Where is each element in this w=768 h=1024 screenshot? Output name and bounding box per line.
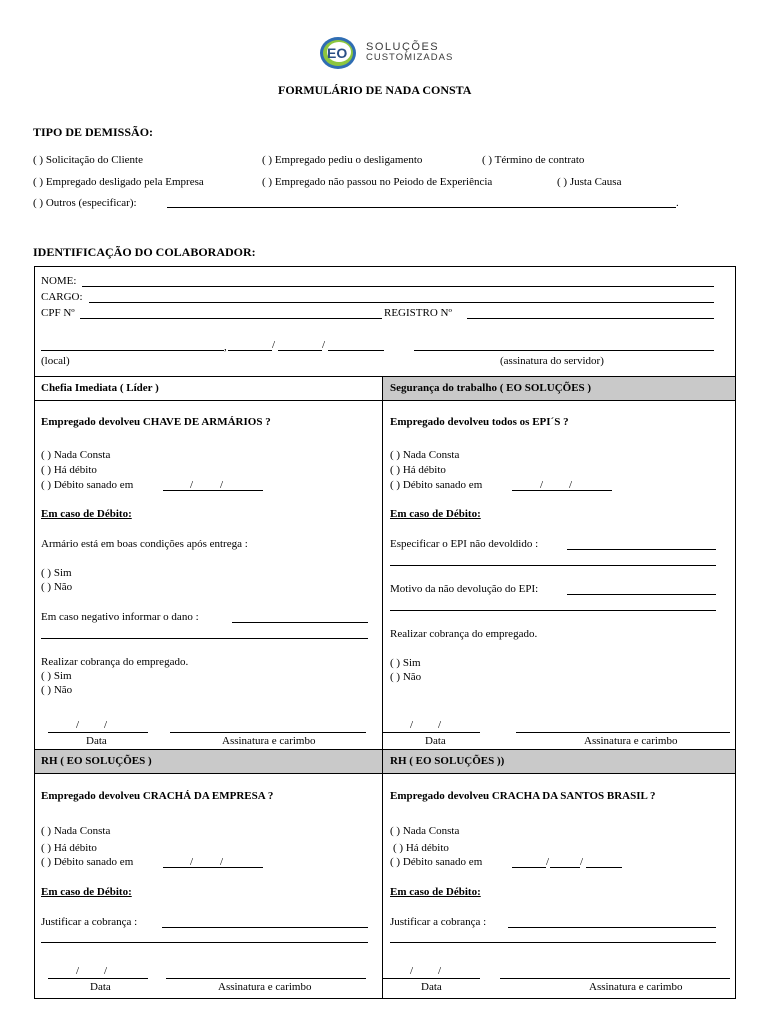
ident-heading: IDENTIFICAÇÃO DO COLABORADOR: [33,245,256,259]
cracha-empresa-debito-sanado[interactable]: ( ) Débito sanado em [41,856,134,868]
chave-sanado-slash-1: / [190,479,194,491]
chave-caso-debito: Em caso de Débito: [41,508,132,520]
rh-left-date-field[interactable] [48,978,148,979]
form-title: FORMULÁRIO DE NADA CONSTA [278,83,472,97]
chefia-header: Chefia Imediata ( Líder ) [41,382,159,394]
chave-cobranca-nao[interactable]: ( ) Não [41,684,73,696]
assinatura-servidor-field[interactable] [414,350,714,351]
cracha-santos-justificar-field-1[interactable] [508,927,716,928]
rh-right-assinatura-caption: Assinatura e carimbo [589,981,683,993]
rh-right-date-field[interactable] [383,978,480,979]
form-box-top [34,266,736,267]
seguranca-assinatura-caption: Assinatura e carimbo [584,735,678,747]
date-slash-2: / [322,339,326,351]
chave-cobranca-sim[interactable]: ( ) Sim [41,670,72,682]
cracha-empresa-slash-1: / [190,856,194,868]
section2-header-rule [34,773,736,774]
cracha-empresa-question: Empregado devolveu CRACHÁ DA EMPRESA ? [41,790,274,802]
cracha-santos-justificar-label: Justificar a cobrança : [390,916,487,928]
section1-header-rule [34,400,736,401]
epi-especificar-field-2[interactable] [390,565,716,566]
armario-sim[interactable]: ( ) Sim [41,567,72,579]
armario-dano-field-2[interactable] [41,638,368,639]
cracha-empresa-sanado-date-field[interactable] [163,867,263,868]
rh-left-date-slash-1: / [76,965,80,977]
epi-cobranca-sim[interactable]: ( ) Sim [390,657,421,669]
local-caption: (local) [41,355,70,367]
armario-nao[interactable]: ( ) Não [41,581,73,593]
seguranca-date-field[interactable] [383,732,480,733]
cracha-empresa-nada-consta[interactable]: ( ) Nada Consta [41,825,111,837]
cracha-santos-caso-debito: Em caso de Débito: [390,886,481,898]
date-day-field[interactable] [228,350,272,351]
tipo-option-desligado[interactable]: ( ) Empregado desligado pela Empresa [33,176,204,188]
date-year-field[interactable] [328,350,384,351]
logo-line2: CUSTOMIZADAS [366,52,454,63]
cracha-santos-sanado-month[interactable] [550,867,580,868]
epi-especificar-field-1[interactable] [567,549,716,550]
rh-right-date-slash-1: / [410,965,414,977]
cracha-empresa-ha-debito[interactable]: ( ) Há débito [41,842,97,854]
registro-label: REGISTRO Nº [384,307,452,319]
chave-nada-consta[interactable]: ( ) Nada Consta [41,449,111,461]
logo-mark: EO [327,45,348,61]
registro-field[interactable] [467,318,714,319]
chefia-date-field[interactable] [48,732,148,733]
company-logo [318,34,458,74]
date-slash-1: / [272,339,276,351]
chefia-assinatura-caption: Assinatura e carimbo [222,735,316,747]
seguranca-date-slash-1: / [410,719,414,731]
epi-cobranca-nao[interactable]: ( ) Não [390,671,422,683]
chefia-data-caption: Data [86,735,107,747]
tipo-heading: TIPO DE DEMISSÃO: [33,125,154,139]
rh-left-data-caption: Data [90,981,111,993]
tipo-option-termino[interactable]: ( ) Término de contrato [482,154,585,166]
epi-motivo-label: Motivo da não devolução do EPI: [390,583,539,595]
rh-left-assinatura-caption: Assinatura e carimbo [218,981,312,993]
rh-left-date-slash-2: / [104,965,108,977]
rh-right-date-slash-2: / [438,965,442,977]
epi-debito-sanado[interactable]: ( ) Débito sanado em [390,479,483,491]
cracha-santos-ha-debito[interactable]: ( ) Há débito [393,842,449,854]
outros-field[interactable] [167,207,676,208]
center-divider-2 [382,749,383,999]
chave-sanado-date-field[interactable] [163,490,263,491]
rh-header-left: RH ( EO SOLUÇÕES ) [41,755,152,767]
rh-right-data-caption: Data [421,981,442,993]
tipo-option-justa-causa[interactable]: ( ) Justa Causa [557,176,622,188]
epi-ha-debito[interactable]: ( ) Há débito [390,464,446,476]
cracha-santos-debito-sanado[interactable]: ( ) Débito sanado em [390,856,483,868]
seguranca-header: Segurança do trabalho ( EO SOLUÇÕES ) [390,382,592,394]
form-box-bottom [34,998,736,999]
cpf-label: CPF Nº [41,307,75,319]
seguranca-assinatura-field[interactable] [516,732,730,733]
assinatura-caption: (assinatura do servidor) [500,355,604,367]
epi-motivo-field-2[interactable] [390,610,716,611]
cargo-label: CARGO: [41,291,83,303]
epi-question: Empregado devolveu todos os EPI´S ? [390,416,569,428]
seguranca-date-slash-2: / [438,719,442,731]
epi-sanado-date-field[interactable] [512,490,612,491]
tipo-option-outros[interactable]: ( ) Outros (especificar): [33,197,137,209]
chave-cobranca: Realizar cobrança do empregado. [41,656,189,668]
cracha-empresa-slash-2: / [220,856,224,868]
outros-dot: . [676,197,679,209]
cracha-empresa-justificar-field-2[interactable] [41,942,368,943]
cargo-field[interactable] [89,302,714,303]
armario-condicoes: Armário está em boas condições após entrega : [41,538,248,550]
cracha-empresa-justificar-label: Justificar a cobrança : [41,916,138,928]
cracha-empresa-justificar-field-1[interactable] [162,927,368,928]
epi-caso-debito: Em caso de Débito: [390,508,481,520]
armario-dano-field-1[interactable] [232,622,368,623]
chefia-date-slash-1: / [76,719,80,731]
epi-sanado-slash-2: / [569,479,573,491]
armario-negativo-label: Em caso negativo informar o dano : [41,611,199,623]
chefia-date-slash-2: / [104,719,108,731]
epi-especificar-label: Especificar o EPI não devoldido : [390,538,539,550]
chave-debito-sanado[interactable]: ( ) Débito sanado em [41,479,134,491]
chave-ha-debito[interactable]: ( ) Há débito [41,464,97,476]
seguranca-data-caption: Data [425,735,446,747]
nome-label: NOME: [41,275,77,287]
cracha-empresa-caso-debito: Em caso de Débito: [41,886,132,898]
epi-cobranca: Realizar cobrança do empregado. [390,628,538,640]
rh-header-right: RH ( EO SOLUÇÕES )) [390,755,505,767]
local-comma: , [224,341,227,353]
epi-sanado-slash-1: / [540,479,544,491]
cracha-santos-slash-2: / [580,856,584,868]
chave-sanado-slash-2: / [220,479,224,491]
cracha-santos-nada-consta[interactable]: ( ) Nada Consta [390,825,460,837]
tipo-option-experiencia[interactable]: ( ) Empregado não passou no Peiodo de Experiência [262,176,493,188]
chefia-assinatura-field[interactable] [170,732,366,733]
epi-nada-consta[interactable]: ( ) Nada Consta [390,449,460,461]
epi-motivo-field-1[interactable] [567,594,716,595]
nome-field[interactable] [82,286,714,287]
rh-left-assinatura-field[interactable] [166,978,366,979]
tipo-option-solicitacao[interactable]: ( ) Solicitação do Cliente [33,154,143,166]
rh-right-assinatura-field[interactable] [500,978,730,979]
logo-line1: SOLUÇÕES [366,41,440,53]
date-month-field[interactable] [278,350,322,351]
cracha-santos-justificar-field-2[interactable] [390,942,716,943]
local-field[interactable] [41,350,224,351]
cracha-santos-sanado-day[interactable] [512,867,546,868]
chave-question: Empregado devolveu CHAVE DE ARMÁRIOS ? [41,416,271,428]
cpf-field[interactable] [80,318,382,319]
cracha-santos-question: Empregado devolveu CRACHA DA SANTOS BRASIL ? [390,790,656,802]
cracha-santos-slash-1: / [546,856,550,868]
tipo-option-pediu[interactable]: ( ) Empregado pediu o desligamento [262,154,423,166]
cracha-santos-sanado-year[interactable] [586,867,622,868]
